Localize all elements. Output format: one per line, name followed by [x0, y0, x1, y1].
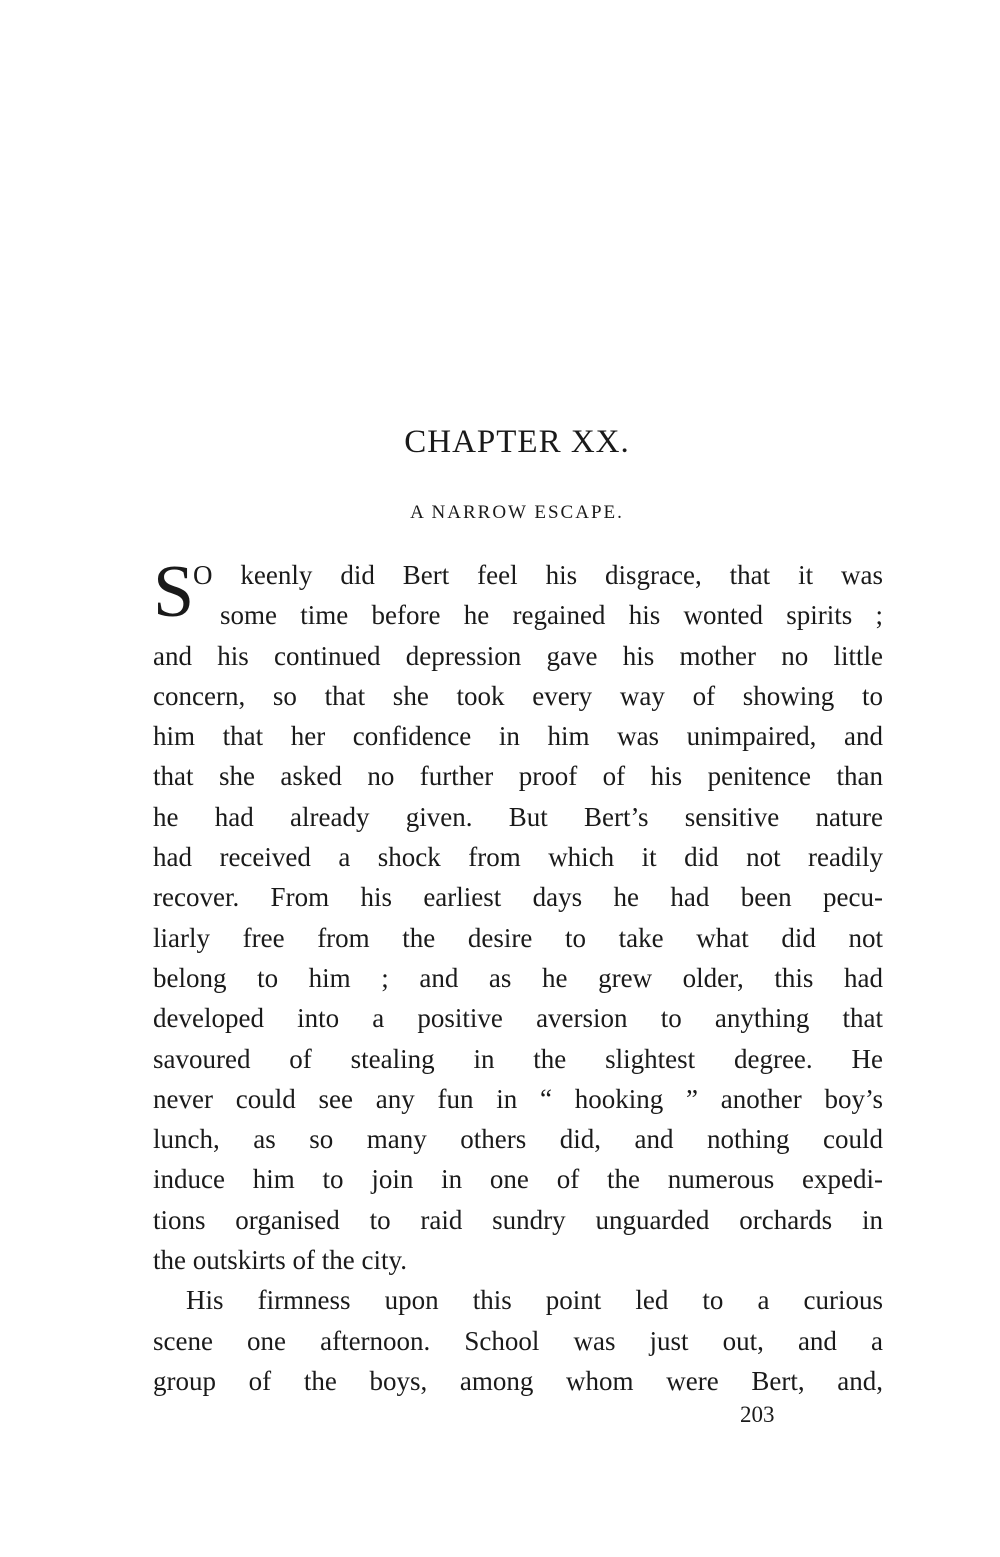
page-number: 203: [740, 1402, 775, 1427]
text-line: that she asked no further proof of his penitence than: [153, 761, 883, 792]
text-line: induce him to join in one of the numerous expedi-: [153, 1164, 883, 1195]
text-line: concern, so that she took every way of showing to: [153, 680, 883, 711]
text-line: lunch, as so many others did, and nothing could: [153, 1124, 883, 1155]
chapter-subtitle: A NARROW ESCAPE.: [410, 502, 624, 523]
text-line: the outskirts of the city.: [153, 1245, 407, 1276]
text-line: had received a shock from which it did not readily: [153, 842, 883, 873]
text-line: and his continued depression gave his mother no little: [153, 640, 883, 671]
text-line: savoured of stealing in the slightest degree. He: [153, 1043, 883, 1074]
paragraph-1: [153, 551, 883, 1280]
text-line: tions organised to raid sundry unguarded orchards in: [153, 1204, 883, 1235]
drop-cap: S: [153, 551, 195, 633]
text-line: scene one afternoon. School was just out, and a: [153, 1325, 883, 1356]
text-line: belong to him ; and as he grew older, this had: [153, 962, 883, 993]
body-text: [153, 551, 883, 1401]
text-line: never could see any fun in “ hooking ” another boy’s: [153, 1083, 883, 1114]
paragraph-2: [153, 1280, 883, 1401]
text-line: His firmness upon this point led to a curious: [186, 1285, 883, 1316]
text-line: O keenly did Bert feel his disgrace, that it was: [193, 560, 883, 590]
text-line: some time before he regained his wonted spirits ;: [220, 600, 883, 631]
text-line: group of the boys, among whom were Bert, and,: [153, 1365, 883, 1396]
text-line: him that her confidence in him was unimpaired, and: [153, 721, 883, 752]
chapter-title: CHAPTER XX.: [404, 424, 630, 460]
text-line: liarly free from the desire to take what did not: [153, 922, 883, 953]
text-line: recover. From his earliest days he had been pecu-: [153, 882, 883, 913]
text-line: he had already given. But Bert’s sensitive nature: [153, 801, 883, 832]
text-line: developed into a positive aversion to anything that: [153, 1003, 883, 1034]
